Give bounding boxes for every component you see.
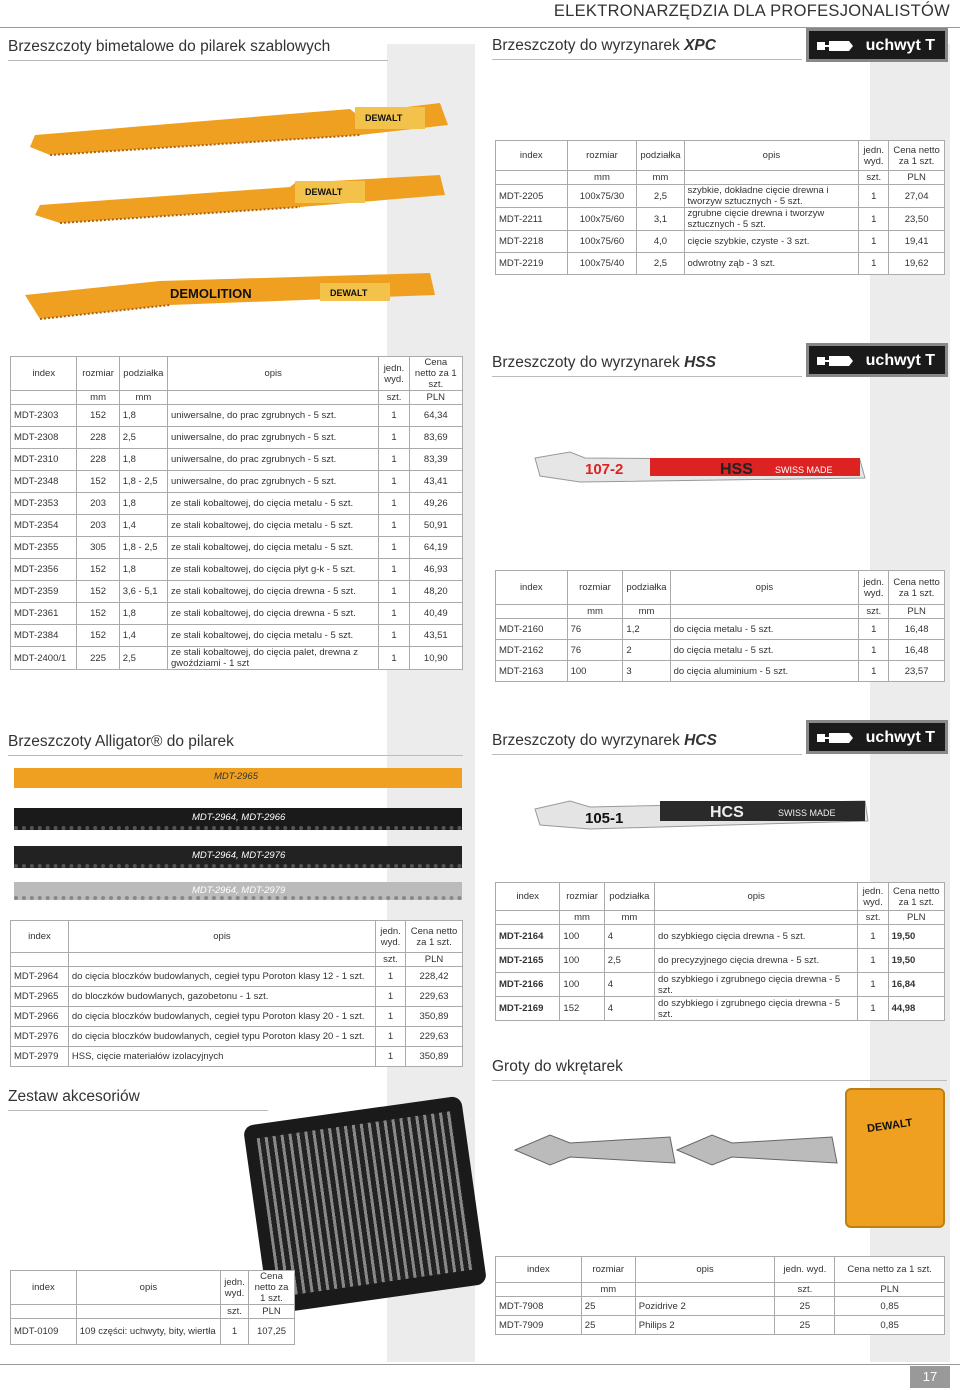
row-index: MDT-2964 [11, 967, 69, 987]
table-cell: 1 [376, 987, 406, 1007]
table-cell: 228,42 [406, 967, 463, 987]
table-cell: 100 [560, 925, 604, 949]
table-cell: do cięcia bloczków budowlanych, cegieł typu Poroton klasy 20 - 1 szt. [68, 1027, 375, 1047]
table-cell: Philips 2 [635, 1316, 775, 1335]
table-cell: do bloczków budowlanych, gazobetonu - 1 szt. [68, 987, 375, 1007]
bit-philips-image [672, 1125, 842, 1175]
table-cell: 152 [77, 405, 119, 427]
table-cell: 1,2 [623, 619, 670, 640]
table-cell: 2,5 [119, 427, 167, 449]
table-cell: 16,48 [889, 640, 945, 661]
badge-t-shank-xpc: uchwyt T [806, 28, 948, 62]
table-cell: ze stali kobaltowej, do cięcia metalu - 5 szt. [168, 515, 379, 537]
table-cell: ze stali kobaltowej, do cięcia metalu - 5 szt. [168, 625, 379, 647]
table-cell: 25 [581, 1297, 635, 1316]
table-cell: do cięcia bloczków budowlanych, cegieł typu Poroton klasy 12 - 1 szt. [68, 967, 375, 987]
svg-text:SWISS MADE: SWISS MADE [778, 808, 836, 818]
footer-divider [0, 1364, 960, 1365]
table-cell: 25 [581, 1316, 635, 1335]
table-cell: do szybkiego cięcia drewna - 5 szt. [655, 925, 858, 949]
row-index: MDT-2303 [11, 405, 77, 427]
table-row [496, 231, 945, 253]
row-index: MDT-2218 [496, 231, 568, 253]
col-index: index [496, 141, 568, 171]
row-index: MDT-2205 [496, 185, 568, 208]
table-cell: 1 [858, 973, 888, 997]
table-cell: 76 [567, 619, 623, 640]
table-cell: 229,63 [406, 1027, 463, 1047]
table-cell: 1 [858, 949, 888, 973]
table-cell: 2,5 [637, 253, 684, 275]
table-row [11, 537, 463, 559]
row-index: MDT-2979 [11, 1047, 69, 1067]
table-cell: 152 [77, 581, 119, 603]
table-cell: 0,85 [835, 1297, 945, 1316]
table-cell: 1,8 [119, 603, 167, 625]
t-shank-icon [817, 732, 867, 744]
badge-t-shank-hcs: uchwyt T [806, 720, 948, 754]
row-index: MDT-2310 [11, 449, 77, 471]
table-cell: 4,0 [637, 231, 684, 253]
table-cell: 44,98 [888, 997, 944, 1021]
kit-table: index opis jedn. wyd. Cena netto za 1 szt. szt. PLN MDT-0109 109 części: uchwyty, bity, wiertła 1 107,25 [10, 1270, 295, 1345]
table-row [496, 185, 945, 208]
row-index: MDT-2308 [11, 427, 77, 449]
table-cell: 64,19 [409, 537, 462, 559]
table-cell: 1 [379, 625, 409, 647]
table-row [11, 1047, 463, 1067]
table-cell: 3 [623, 661, 670, 682]
table-cell: do cięcia aluminium - 5 szt. [670, 661, 859, 682]
table-cell: 1 [376, 1027, 406, 1047]
table-cell: 229,63 [406, 987, 463, 1007]
table-cell: 109 części: uchwyty, bity, wiertła [76, 1319, 220, 1345]
blade-2 [35, 175, 445, 223]
table-cell: 1,4 [119, 625, 167, 647]
table-row [11, 647, 463, 670]
table-cell: 1 [859, 619, 889, 640]
table-cell: 1 [858, 997, 888, 1021]
table-row [496, 1316, 945, 1335]
col-desc: opis [684, 141, 859, 171]
table-cell: 40,49 [409, 603, 462, 625]
alligator-table: index opis jedn. wyd. Cena netto za 1 szt. szt. PLN MDT-2964 do cięcia bloczków budowlanych, cegieł typu Poroton klasy 12 - 1 szt. 1 228,42 MDT-2965 do bloczków budowlanych, gazobetonu - 1 szt. 1 229,63 MDT-2966 do cięcia bloczków budowlanych, cegieł typu Poroton klasy 20 - 1 szt. 1 350,89 MDT-2976 do cięcia bloczków budowlanych, cegieł typu Poroton klasy 20 - 1 szt. 1 229,63 MDT-2979 HSS, cięcie materiałów izolacyjnych 1 350,89 [10, 920, 463, 1067]
table-cell: 1 [379, 603, 409, 625]
table-cell: Pozidrive 2 [635, 1297, 775, 1316]
section-title-hcs: Brzeszczoty do wyrzynarek HCS [492, 732, 802, 755]
table-cell: 2,5 [604, 949, 654, 973]
table-row [496, 619, 945, 640]
bimetal-table: index rozmiar podziałka opis jedn. wyd. Cena netto za 1 szt. mm mm szt. PLN MDT-2303 152 1,8 uniwersalne, do prac zgrubnych - 5 szt. 1 64,34 MDT-2308 228 2,5 uniwersalne, do prac zgrubnych - 5 szt. 1 83,69 MDT-2310 228 1,8 uniwersalne, do prac zgrubnych - 5 szt. 1 83,39 MDT-2348 152 1,8 - 2,5 uniwersalne, do prac zgrubnych - 5 szt. 1 43,41 MDT-2353 203 1,8 ze stali kobaltowej, do cięcia metalu - 5 szt. 1 49,26 MDT-2354 203 1,4 ze stali kobaltowej, do cięcia metalu - 5 szt. 1 50,91 MDT-2355 305 1,8 - 2,5 ze stali kobaltowej, do cięcia metalu - 5 szt. 1 64,19 MDT-2356 152 1,8 ze stali kobaltowej, do cięcia płyt g-k - 5 szt. 1 46,93 MDT-2359 152 3,6 - 5,1 ze stali kobaltowej, do cięcia drewna - 5 szt. 1 48,20 MDT-2361 152 1,8 ze stali kobaltowej, do cięcia drewna - 5 szt. 1 40,49 MDT-2384 152 1,4 ze stali kobaltowej, do cięcia metalu - 5 szt. 1 43,51 MDT-2400/1 225 2,5 ze stali kobaltowej, do cięcia palet, drewna z gwoździami - 1 szt 1 10,90 [10, 356, 463, 670]
table-cell: 1,8 [119, 493, 167, 515]
table-cell: 1,8 - 2,5 [119, 537, 167, 559]
section-title-bits: Groty do wkrętarek [492, 1058, 947, 1081]
table-cell: 23,50 [889, 208, 945, 231]
svg-text:HCS: HCS [710, 804, 744, 821]
row-index: MDT-2163 [496, 661, 568, 682]
table-cell: 16,84 [888, 973, 944, 997]
table-row [11, 559, 463, 581]
table-cell: 203 [77, 493, 119, 515]
table-cell: 1 [859, 231, 889, 253]
table-cell: szybkie, dokładne cięcie drewna i tworzyw sztucznych - 5 szt. [684, 185, 859, 208]
table-cell: ze stali kobaltowej, do cięcia płyt g-k - 5 szt. [168, 559, 379, 581]
table-cell: 1,8 [119, 405, 167, 427]
alligator-blade-3: MDT-2964, MDT-2976 [14, 846, 462, 868]
alligator-blade-1: MDT-2965 [14, 768, 462, 788]
section-title-xpc: Brzeszczoty do wyrzynarek XPC [492, 37, 802, 60]
table-cell: 64,34 [409, 405, 462, 427]
table-cell: 27,04 [889, 185, 945, 208]
table-row [11, 625, 463, 647]
table-cell: uniwersalne, do prac zgrubnych - 5 szt. [168, 427, 379, 449]
table-row [11, 581, 463, 603]
table-cell: ze stali kobaltowej, do cięcia metalu - 5 szt. [168, 493, 379, 515]
table-cell: do cięcia bloczków budowlanych, cegieł typu Poroton klasy 20 - 1 szt. [68, 1007, 375, 1027]
section-title-alligator: Brzeszczoty Alligator® do pilarek [8, 733, 463, 756]
table-row [496, 1297, 945, 1316]
table-cell: 100x75/40 [567, 253, 637, 275]
table-row [496, 208, 945, 231]
table-cell: 1 [379, 471, 409, 493]
table-cell: 1 [859, 661, 889, 682]
col-unit: jedn. wyd. [859, 141, 889, 171]
table-row [11, 449, 463, 471]
table-row [11, 471, 463, 493]
table-cell: 23,57 [889, 661, 945, 682]
table-cell: ze stali kobaltowej, do cięcia palet, drewna z gwoździami - 1 szt [168, 647, 379, 670]
table-cell: 1 [379, 515, 409, 537]
table-row [496, 925, 945, 949]
table-cell: 228 [77, 449, 119, 471]
alligator-blade-4: MDT-2964, MDT-2979 [14, 882, 462, 900]
table-cell: 3,1 [637, 208, 684, 231]
table-cell: 152 [77, 559, 119, 581]
table-cell: 1 [379, 537, 409, 559]
section-title-hss: Brzeszczoty do wyrzynarek HSS [492, 354, 802, 377]
row-index: MDT-2356 [11, 559, 77, 581]
row-index: MDT-2160 [496, 619, 568, 640]
row-index: MDT-2359 [11, 581, 77, 603]
table-cell: 100 [560, 949, 604, 973]
table-cell: 2 [623, 640, 670, 661]
section-title-kit: Zestaw akcesoriów [8, 1088, 268, 1111]
table-cell: zgrubne cięcie drewna i tworzyw sztucznych - 5 szt. [684, 208, 859, 231]
table-cell: uniwersalne, do prac zgrubnych - 5 szt. [168, 449, 379, 471]
row-index: MDT-0109 [11, 1319, 77, 1345]
table-row [11, 515, 463, 537]
table-row [11, 493, 463, 515]
table-cell: 4 [604, 973, 654, 997]
row-index: MDT-2965 [11, 987, 69, 1007]
table-cell: 1,8 - 2,5 [119, 471, 167, 493]
table-cell: 4 [604, 925, 654, 949]
table-cell: 10,90 [409, 647, 462, 670]
table-cell: 1 [379, 493, 409, 515]
table-cell: 1,4 [119, 515, 167, 537]
table-cell: 1,8 [119, 559, 167, 581]
xpc-table: index rozmiar podziałka opis jedn. wyd. Cena netto za 1 szt. mm mm szt. PLN MDT-2205 100x75/30 2,5 szybkie, dokładne cięcie drewna i tworzyw sztucznych - 5 szt. 1 27,04 MDT-2211 100x75/60 3,1 zgrubne cięcie drewna i tworzyw sztucznych - 5 szt. 1 23,50 MDT-2218 100x75/60 4,0 cięcie szybkie, czyste - 3 szt. 1 19,41 MDT-2219 100x75/40 2,5 odwrotny ząb - 3 szt. 1 19,62 [495, 140, 945, 275]
table-cell: 3,6 - 5,1 [119, 581, 167, 603]
table-cell: 1 [858, 925, 888, 949]
table-cell: 1 [379, 581, 409, 603]
table-cell: 19,50 [888, 925, 944, 949]
table-cell: 350,89 [406, 1047, 463, 1067]
table-cell: 19,50 [888, 949, 944, 973]
table-row [496, 253, 945, 275]
table-cell: odwrotny ząb - 3 szt. [684, 253, 859, 275]
table-cell: do cięcia metalu - 5 szt. [670, 640, 859, 661]
table-row [11, 987, 463, 1007]
table-cell: 2,5 [119, 647, 167, 670]
table-cell: 49,26 [409, 493, 462, 515]
row-index: MDT-2361 [11, 603, 77, 625]
bits-table: index rozmiar opis jedn. wyd. Cena netto za 1 szt. mm szt. PLN MDT-7908 25 Pozidrive 2 25 0,85 MDT-7909 25 Philips 2 25 0,85 [495, 1256, 945, 1335]
row-index: MDT-2354 [11, 515, 77, 537]
table-cell: 100x75/60 [567, 231, 637, 253]
svg-text:SWISS MADE: SWISS MADE [775, 465, 833, 475]
table-cell: HSS, cięcie materiałów izolacyjnych [68, 1047, 375, 1067]
page-header: ELEKTRONARZĘDZIA DLA PROFESJONALISTÓW [553, 2, 950, 20]
table-cell: 2,5 [637, 185, 684, 208]
table-cell: 50,91 [409, 515, 462, 537]
table-cell: 25 [775, 1297, 835, 1316]
row-index: MDT-2211 [496, 208, 568, 231]
badge-t-shank-hss: uchwyt T [806, 343, 948, 377]
reciprocating-blades-image [20, 95, 450, 335]
table-cell: 83,39 [409, 449, 462, 471]
bit-pozidrive-image [510, 1125, 680, 1175]
table-cell: ze stali kobaltowej, do cięcia metalu - 5 szt. [168, 537, 379, 559]
table-cell: 350,89 [406, 1007, 463, 1027]
blade-1 [30, 103, 448, 155]
alligator-blade-2: MDT-2964, MDT-2966 [14, 808, 462, 830]
table-cell: 152 [77, 603, 119, 625]
blade-3 [25, 273, 435, 319]
table-cell: do szybkiego i zgrubnego cięcia drewna - 5 szt. [655, 973, 858, 997]
col-size: rozmiar [567, 141, 637, 171]
table-cell: 100 [567, 661, 623, 682]
table-cell: do szybkiego i zgrubnego cięcia drewna - 5 szt. [655, 997, 858, 1021]
table-row [11, 1319, 295, 1345]
table-row [11, 967, 463, 987]
table-cell: 100x75/60 [567, 208, 637, 231]
table-row [11, 405, 463, 427]
table-cell: 203 [77, 515, 119, 537]
table-cell: 19,41 [889, 231, 945, 253]
page-number: 17 [910, 1366, 950, 1388]
hss-table: index rozmiar podziałka opis jedn. wyd. Cena netto za 1 szt. mm mm szt. PLN MDT-2160 76 1,2 do cięcia metalu - 5 szt. 1 16,48 MDT-2162 76 2 do cięcia metalu - 5 szt. 1 16,48 MDT-2163 100 3 do cięcia aluminium - 5 szt. 1 23,57 [495, 570, 945, 682]
table-cell: 1 [379, 405, 409, 427]
table-cell: 1,8 [119, 449, 167, 471]
table-cell: do precyzyjnego cięcia drewna - 5 szt. [655, 949, 858, 973]
table-row [496, 949, 945, 973]
table-row [11, 1007, 463, 1027]
row-index: MDT-2348 [11, 471, 77, 493]
svg-text:DEWALT: DEWALT [330, 288, 368, 298]
table-row [496, 973, 945, 997]
table-cell: 1 [379, 449, 409, 471]
table-cell: 1 [859, 185, 889, 208]
table-cell: do cięcia metalu - 5 szt. [670, 619, 859, 640]
row-index: MDT-2164 [496, 925, 560, 949]
table-cell: 1 [859, 208, 889, 231]
table-cell: 48,20 [409, 581, 462, 603]
table-row [11, 1027, 463, 1047]
hcs-table: index rozmiar podziałka opis jedn. wyd. Cena netto za 1 szt. mm mm szt. PLN MDT-2164 100 4 do szybkiego cięcia drewna - 5 szt. 1 19,50 MDT-2165 100 2,5 do precyzyjnego cięcia drewna - 5 szt. 1 19,50 MDT-2166 100 4 do szybkiego i zgrubnego cięcia drewna - 5 szt. 1 16,84 MDT-2169 152 4 do szybkiego i zgrubnego cięcia drewna - 5 szt. 1 44,98 [495, 882, 945, 1021]
col-price: Cena netto za 1 szt. [889, 141, 945, 171]
table-cell: 100 [560, 973, 604, 997]
svg-text:HSS: HSS [720, 461, 753, 478]
table-cell: ze stali kobaltowej, do cięcia drewna - 5 szt. [168, 581, 379, 603]
t-shank-icon [817, 355, 867, 367]
table-cell: 83,69 [409, 427, 462, 449]
svg-text:DEWALT: DEWALT [365, 113, 403, 123]
hss-blade-image [530, 448, 870, 488]
bit-box-image: DEWALT [845, 1088, 945, 1228]
table-cell: 152 [560, 997, 604, 1021]
table-cell: 1 [376, 1047, 406, 1067]
row-index: MDT-7908 [496, 1297, 582, 1316]
table-cell: 100x75/30 [567, 185, 637, 208]
table-cell: 0,85 [835, 1316, 945, 1335]
svg-text:DEMOLITION: DEMOLITION [170, 286, 252, 301]
table-cell: 1 [379, 559, 409, 581]
row-index: MDT-2976 [11, 1027, 69, 1047]
table-row [11, 603, 463, 625]
table-cell: 76 [567, 640, 623, 661]
row-index: MDT-2400/1 [11, 647, 77, 670]
table-cell: 152 [77, 471, 119, 493]
row-index: MDT-2165 [496, 949, 560, 973]
table-cell: 16,48 [889, 619, 945, 640]
table-cell: 107,25 [249, 1319, 295, 1345]
row-index: MDT-2384 [11, 625, 77, 647]
table-cell: uniwersalne, do prac zgrubnych - 5 szt. [168, 405, 379, 427]
table-cell: 4 [604, 997, 654, 1021]
table-cell: 1 [859, 253, 889, 275]
svg-text:DEWALT: DEWALT [305, 187, 343, 197]
table-row [496, 997, 945, 1021]
row-index: MDT-2219 [496, 253, 568, 275]
row-index: MDT-2169 [496, 997, 560, 1021]
table-cell: cięcie szybkie, czyste - 3 szt. [684, 231, 859, 253]
table-cell: 43,51 [409, 625, 462, 647]
table-cell: 1 [221, 1319, 249, 1345]
table-cell: 228 [77, 427, 119, 449]
table-cell: 19,62 [889, 253, 945, 275]
table-cell: 225 [77, 647, 119, 670]
table-cell: 25 [775, 1316, 835, 1335]
hcs-blade-image [530, 795, 870, 835]
table-cell: 1 [379, 647, 409, 670]
table-cell: 1 [859, 640, 889, 661]
table-cell: 43,41 [409, 471, 462, 493]
t-shank-icon [817, 40, 867, 52]
table-cell: 46,93 [409, 559, 462, 581]
table-row [11, 427, 463, 449]
table-cell: uniwersalne, do prac zgrubnych - 5 szt. [168, 471, 379, 493]
svg-text:105-1: 105-1 [585, 810, 624, 827]
table-cell: 152 [77, 625, 119, 647]
table-cell: 1 [376, 1007, 406, 1027]
col-pitch: podziałka [637, 141, 684, 171]
table-row [496, 640, 945, 661]
row-index: MDT-2162 [496, 640, 568, 661]
row-index: MDT-2353 [11, 493, 77, 515]
table-cell: 1 [376, 967, 406, 987]
row-index: MDT-2355 [11, 537, 77, 559]
section-title-bimetal: Brzeszczoty bimetalowe do pilarek szablowych [8, 38, 388, 61]
table-cell: 305 [77, 537, 119, 559]
table-cell: 1 [379, 427, 409, 449]
row-index: MDT-2166 [496, 973, 560, 997]
row-index: MDT-2966 [11, 1007, 69, 1027]
row-index: MDT-7909 [496, 1316, 582, 1335]
table-cell: ze stali kobaltowej, do cięcia drewna - 5 szt. [168, 603, 379, 625]
table-row [496, 661, 945, 682]
svg-text:107-2: 107-2 [585, 461, 624, 478]
